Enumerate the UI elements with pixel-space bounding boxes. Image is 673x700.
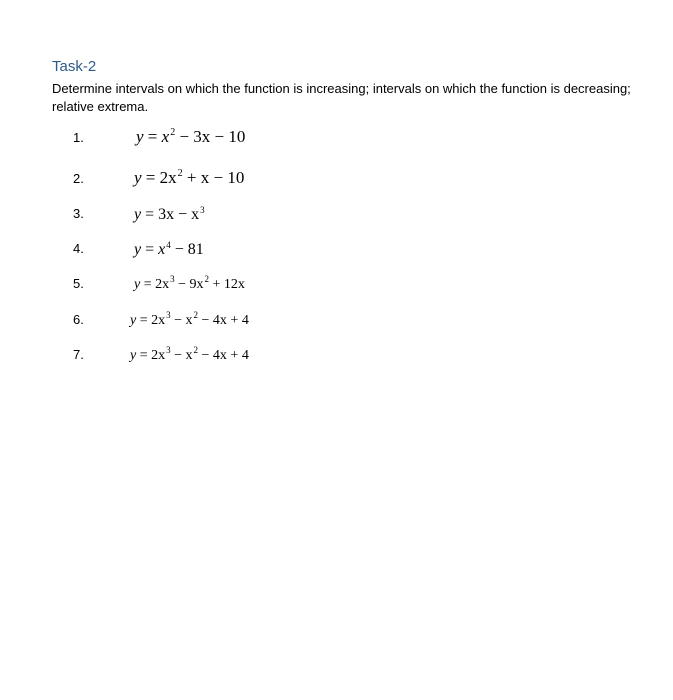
equation-equals: = <box>141 206 159 223</box>
problem-number: 7. <box>73 347 84 362</box>
equation-rest: − 4x + 4 <box>198 348 249 363</box>
equation-equals: = <box>136 348 152 363</box>
equation-term: 2x <box>151 313 166 328</box>
equation-exponent: 2 <box>193 345 199 355</box>
equation-lhs: y <box>134 168 142 187</box>
equation-term: x <box>158 241 166 258</box>
equation-term: − x <box>170 313 193 328</box>
equation-exponent: 4 <box>166 240 171 250</box>
equation-exponent: 2 <box>204 274 210 284</box>
equation-rest: + 12x <box>209 277 245 292</box>
equation-term: 2x <box>151 348 166 363</box>
equation-rest: − 81 <box>170 241 204 258</box>
equation-term: 2x <box>159 168 177 187</box>
problem-item-7 <box>0 341 673 369</box>
equation-equals: = <box>141 168 160 187</box>
equation-lhs: y <box>134 277 141 292</box>
equation-term: x <box>161 127 170 146</box>
problem-number: 5. <box>73 276 84 291</box>
equation-term: − x <box>170 348 193 363</box>
equation-lhs: y <box>134 206 142 223</box>
equation-equals: = <box>141 241 159 258</box>
page-heading: Task-2 <box>52 58 97 75</box>
equation-rest: − 4x + 4 <box>198 313 249 328</box>
problem-number: 3. <box>73 206 84 221</box>
equation-lhs: y <box>134 241 142 258</box>
equation-exponent: 3 <box>200 205 205 215</box>
problem-number: 2. <box>73 171 84 186</box>
equation-lhs: y <box>136 127 144 146</box>
equation-exponent: 3 <box>166 345 171 355</box>
equation-term: 2x <box>155 277 170 292</box>
problem-equation <box>134 204 205 227</box>
equation-lhs: y <box>130 348 137 363</box>
problem-item-3 <box>0 200 673 228</box>
problem-equation <box>136 126 245 151</box>
problem-number: 1. <box>73 130 84 145</box>
equation-exponent: 2 <box>177 168 183 179</box>
problem-item-2 <box>0 165 673 193</box>
problem-equation <box>134 274 245 296</box>
equation-rest: + x − 10 <box>182 168 245 187</box>
equation-equals: = <box>140 277 156 292</box>
problem-number: 4. <box>73 241 84 256</box>
equation-exponent: 2 <box>170 127 176 138</box>
problem-item-6 <box>0 306 673 334</box>
equation-exponent: 3 <box>170 274 175 284</box>
problem-item-4 <box>0 235 673 263</box>
instructions-text: Determine intervals on which the function is increasing; intervals on which the function is decreasing; relative extrema. <box>52 81 631 114</box>
equation-term: − 9x <box>174 277 204 292</box>
problem-item-1 <box>0 124 673 152</box>
problem-equation <box>130 345 249 367</box>
problem-equation <box>130 310 249 332</box>
problem-equation <box>134 167 244 192</box>
equation-rest: − 3x − 10 <box>175 127 246 146</box>
equation-lhs: y <box>130 313 137 328</box>
equation-equals: = <box>136 313 152 328</box>
equation-equals: = <box>143 127 162 146</box>
problem-number: 6. <box>73 312 84 327</box>
problem-equation <box>134 239 204 262</box>
equation-exponent: 3 <box>166 310 171 320</box>
equation-exponent: 2 <box>193 310 199 320</box>
problem-item-5 <box>0 270 673 298</box>
equation-term: 3x − x <box>158 206 200 223</box>
